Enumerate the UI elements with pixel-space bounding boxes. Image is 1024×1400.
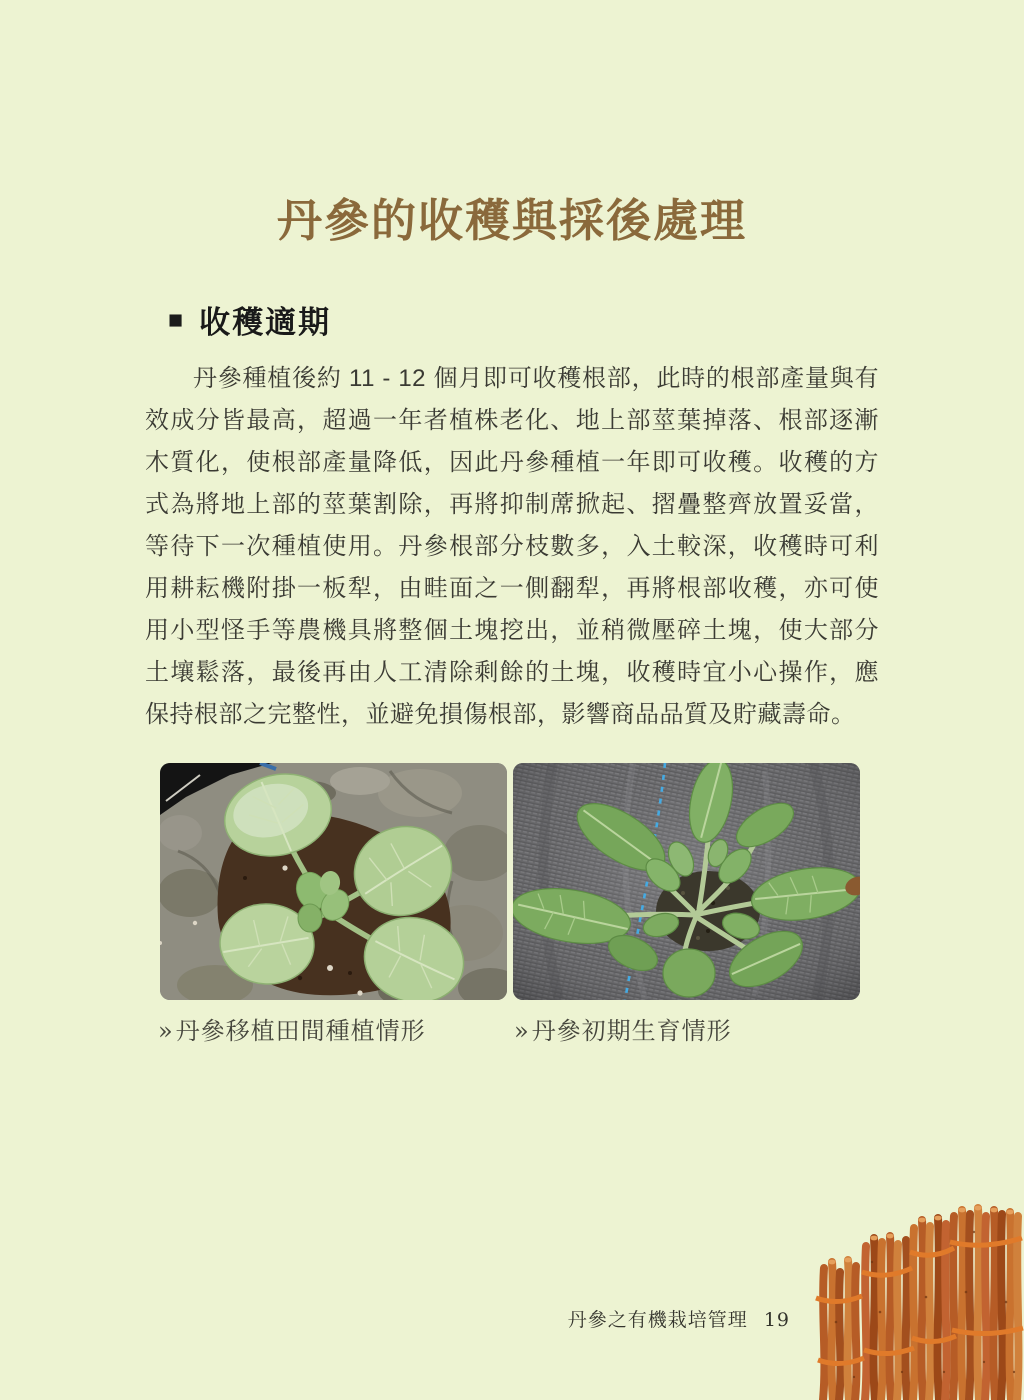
figure-early-growth-photo: [513, 763, 860, 1000]
page-footer: [568, 1305, 790, 1332]
page-number: 19: [763, 1309, 790, 1331]
section-heading: [168, 297, 331, 342]
caption-marker-icon: »: [514, 1017, 530, 1045]
square-bullet-icon: ■: [168, 306, 184, 334]
caption-text: 丹參移植田間種植情形: [175, 1017, 426, 1045]
caption-text: 丹參初期生育情形: [531, 1017, 732, 1045]
section-heading-label: 收穫適期: [199, 305, 332, 340]
caption-marker-icon: »: [158, 1017, 174, 1045]
figure-caption-early-growth: [514, 1011, 732, 1046]
body-paragraph: 丹參種植後約 11 - 12 個月即可收穫根部，此時的根部產量與有效成分皆最高，超過一年者植株老化、地上部莖葉掉落、根部逐漸木質化，使根部產量降低，因此丹參種植一年即可收穫。收穫的方式為將地上部的莖葉割除，再將抑制蓆掀起、摺疊整齊放置妥當，等待下一次種植使用。丹參根部分枝數多，入土較深，收穫時可利用耕耘機附掛一板犁，由畦面之一側翻犁，再將根部收穫，亦可使用小型怪手等農機具將整個土塊挖出，並稍微壓碎土塊，使大部分土壤鬆落，最後再由人工清除剩餘的土塊，收穫時宜小心操作，應保持根部之完整性，並避免損傷根部，影響商品品質及貯藏壽命。: [145, 365, 879, 728]
transplant-photo-image: [160, 763, 507, 1000]
root-bundles-image: [814, 1202, 1024, 1400]
page-title: 丹參的收穫與採後處理: [276, 194, 747, 247]
footer-book-title: 丹參之有機栽培管理: [567, 1309, 748, 1331]
figure-caption-transplant: [158, 1011, 426, 1046]
early-growth-photo-image: [513, 763, 860, 1000]
figure-transplant-photo: [160, 763, 507, 1000]
